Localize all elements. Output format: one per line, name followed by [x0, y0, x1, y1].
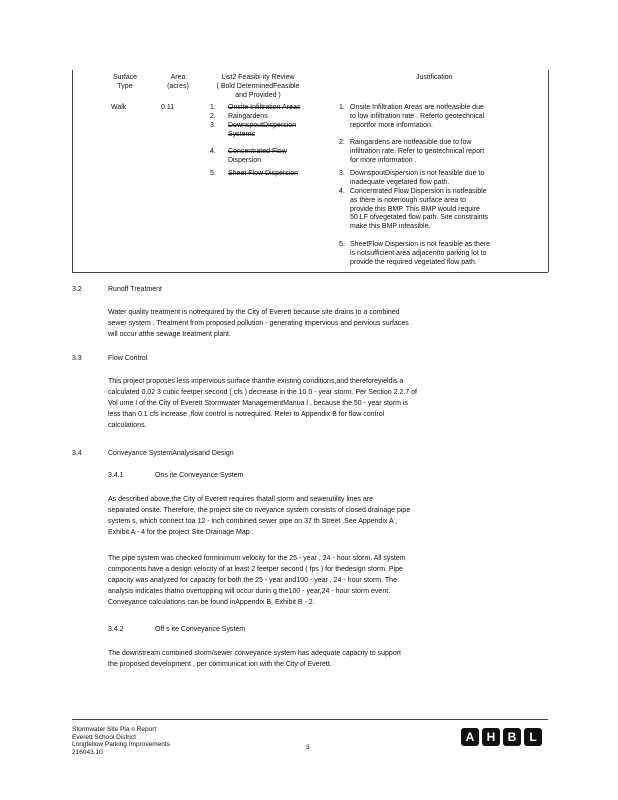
row-area: 0.11	[161, 104, 175, 111]
section-title: Conveyance SystemAnalysisand Design	[108, 450, 234, 457]
list-item-text: Onsite Infiltration Areas	[228, 104, 301, 111]
section-number: 3.2	[72, 286, 82, 293]
list-item-text: Systems	[228, 131, 255, 138]
list-item-text: Raingardens	[228, 113, 268, 120]
header-justification: Justification	[416, 74, 453, 81]
header-area: Area (acres)	[167, 74, 189, 90]
subsection-number: 3.4.2	[108, 626, 124, 633]
header-surface-type: Surface Type	[112, 74, 138, 90]
page-number: 3	[306, 744, 310, 751]
list-item: 1.	[210, 104, 216, 111]
ahbl-logo: A H B L	[461, 728, 542, 746]
subsection-title: Off s ite Conveyance System	[155, 626, 246, 633]
section-paragraph: This project proposes less impervious surface thanthe existing conditions,and thereforeyieldis a calculated 0.02 3 cubic feetper second ( cfs ) decrease in the 10 0 - year storm. Per Section 2.2.7 of Vol ume I of the City of Everett Stormwater ManagementManua l , because the 50 - year storm is less than 0.1 cfs increase ,flow control is notrequired. Refer to Appendix B for flow control calculations.	[108, 378, 417, 429]
footer-text: Stormwater Site Pla n Report Everett School District Longfellow Parking Improvements 216043.10	[72, 726, 170, 756]
section-title: Runoff Treatment	[108, 286, 162, 293]
subsection-title: Ons ite Conveyance System	[155, 472, 244, 479]
list-item-text: DownspoutDispersion	[228, 122, 297, 129]
section-title: Flow Control	[108, 355, 148, 362]
row-surface: Walk	[111, 104, 127, 111]
section-paragraph: Water quality treatment is notrequired by the City of Everett because site drains to a combined sewer system . Treatment from proposed pollution - generating impervious and pervious surfaces will occur atthe sewage treatment plant.	[108, 309, 409, 338]
header-list2: List2 Feasibi ity Review ( Bold DeterminedFeasible and Provided )	[216, 74, 300, 99]
section-paragraph: The downstream combined storm/sewer conveyance system has adequate capacity to support the proposed development , per communicat ion with the City of Everett.	[108, 650, 401, 668]
subsection-number: 3.4.1	[108, 472, 124, 479]
section-paragraph: As described above,the City of Everett requires thatall storm and sewerutility lines are separated onsite. Therefore, the project site co nveyance system consists of closed drainage pipe system s, which connect toa 12 - inch combined sewer pipe on 37 th Street .See Appendix A , Exhibit A - 4 for the project Site Drainage Map .	[108, 496, 411, 536]
list-item: 4.	[210, 148, 216, 155]
section-number: 3.4	[72, 450, 82, 457]
list-item-text: Dispersion	[228, 157, 262, 164]
table-bottom-border	[72, 272, 548, 273]
section-number: 3.3	[72, 355, 82, 362]
list-item: 3.	[210, 122, 216, 129]
list-item: 5.	[210, 170, 216, 177]
footer-rule	[72, 719, 548, 720]
list-item-text: Sheet Flow Dispersion	[228, 170, 299, 177]
table-left-border	[72, 70, 73, 272]
list-item: 2.	[210, 113, 216, 120]
section-paragraph: The pipe system was checked forminimum velocity for the 25 - year , 24 - hour storm. All system components have a design velocity of at least 2 feetper second ( fps ) for thedesign storm. Pipe capacity was analyzed for capacity for both the 25 - year and100 - year , 24 - hour storm. The analysis indicates thatno overtopping will occur durin g the100 - year,24 - hour storm event. Conveyance calculations can be found inAppendix B, Exhibit B - 2.	[108, 555, 406, 606]
list-item-text: Concentrated Flow	[228, 148, 287, 155]
